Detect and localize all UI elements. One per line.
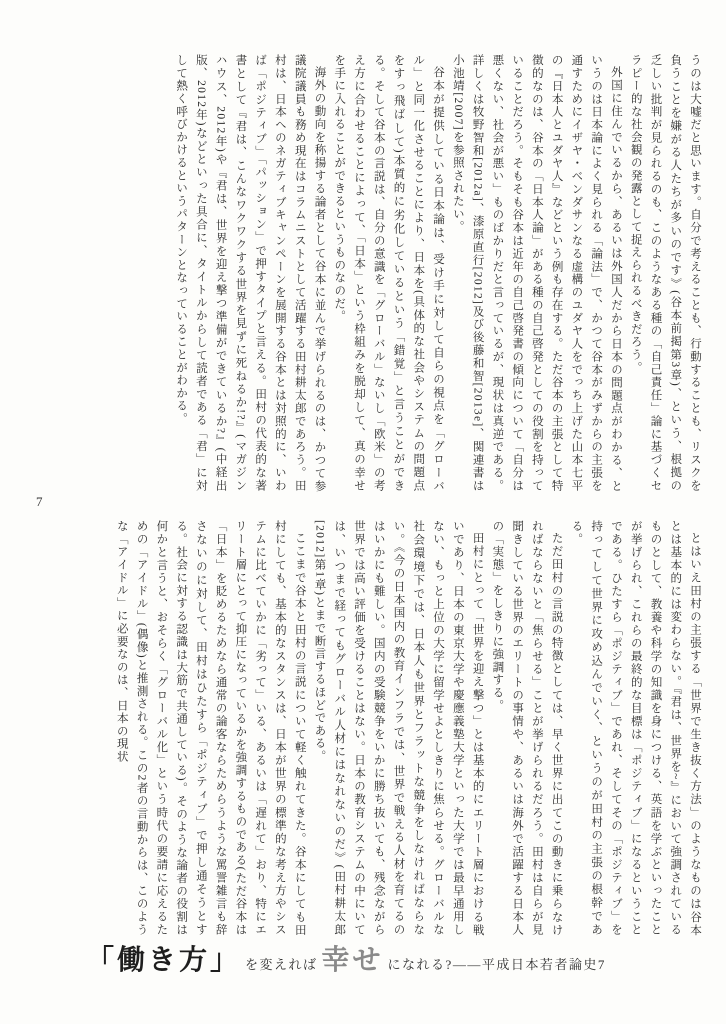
bottom-text-block	[111, 520, 704, 936]
top-text-block	[170, 54, 704, 492]
paragraph: 田村にとって「世界を迎え撃つ」とは基本的にエリート層における戦いであり、日本の東京大学や慶應義塾大学といった大学では最早通用しない、もっと上位の大学に留学せよとしきりに焦らせる。グローバルな社会環境下では、日本人も世界とフラットな競争をしなければならない。《今の日本国内の教育インフラでは、世界で戦える人材を育てるのはいかにも難しい。国内の受験競争をいかに勝ち抜いても、残念ながら世界では高い評価を受けることはない。日本の教育システムの中にいては、いつまで経ってもグローバル人材にはなれないのだ》(田村耕太郎[2012]第1章)とまで断言するほどである。	[313, 520, 484, 936]
page-number: 7	[36, 494, 43, 509]
footer-title-sub2: になれる?——平成日本若者論史7	[387, 956, 606, 972]
footer-running-title	[86, 938, 610, 978]
paragraph: とはいえ田村の主張する「世界で生き抜く方法」のようなものは谷本とは基本的には変わらない。『君は、世界を~』において強調されているものとして、教養や科学の知識を身につける、英語を学ぶといったことが挙げられ、これらの最終的な目標は「ポジティブ」になるということである。ひたすら「ポジティブ」であれ、そしてその「ポジティブ」を持ってして世界に攻め込んでいく、というのが田村の主張の根幹である。	[570, 520, 701, 936]
footer-title-accent: 幸せ	[321, 945, 384, 976]
paragraph: 谷本が提供している日本論は、受け手に対して自らの視点を「グローバル」と同一化させることにより、日本を(具体的な社会やシステムの問題点をすっ飛ばして)本質的に劣化しているという「錯覚」と言うことができる。そして谷本の言説は、自分の意識を「グローバル」ないし「欧米」の考え方に合わせることによって、「日本」という枠組みを脱却して、真の幸せを手に入れることができるというものなのだ。	[333, 54, 445, 492]
footer-title-sub1: を変えれば	[245, 956, 318, 972]
paragraph: ここまで谷本と田村の言説について軽く触れてきた。谷本にしても田村にしても、基本的なスタンスは、日本が世界の標準的な考え方やシステムに比べていかに「劣って」いる、あるいは「遅れて」おり、特にエリート層にとって抑圧になっているかを強調するものである(ただ谷本は「日本」を貶めるためなら通常の論客ならためらうような罵詈雑言も辞さないのに対して、田村はひたすら「ポジティブ」で押し通そうとする。社会に対する認識は大筋で共通している)。そのような論者の役割は何かと言うと、おそらく「グローバル化」という時代の要請に応えるための「アイドル」(偶像)と推測される。この2者の言動からは、このような「アイドル」に必要なのは、日本の現状	[115, 520, 306, 936]
paragraph: ただ田村の言説の特徴としては、早く世界に出てこの動きに乗らなければならないと「焦らせる」ことが挙げられるだろう。田村は自らが見聞きしている世界のエリートの事情や、あるいは海外で活躍する日本人の「実態」をしきりに強調する。	[491, 520, 563, 936]
footer-title-main: 「働き方」	[86, 945, 242, 976]
paragraph: 外国に住んでいるから、あるいは外国人だから日本の問題点がわかる、というのは日本論によく見られる「論法」で、かつて谷本がみずからの主張を通すためにイザヤ・ベンダサンなる虚構のユダヤ人をでっち上げた山本七平の『日本人とユダヤ人』などという例も存在する。ただ谷本の主張として特徴的なのは、谷本の「日本人論」がある種の自己啓発としての役割を持っていることだろう。そもそも谷本は近年の自己啓発書の傾向について「自分は悪くない、社会が悪い」ものばかりだと言っているが、現状は真逆である。詳しくは牧野智和[2012a]、漆原直行[2012]及び後藤和智[2013e]、関連書は小池靖[2007]を参照されたい。	[451, 54, 622, 492]
paragraph: うのは大嘘だと思います。自分で考えることも、行動することも、リスクを負うことを嫌がる人たちが多いのです》(谷本前掲第3章)、という、根拠の乏しい批判が見られるのも、このようなある種の「自己責任」論に基づくセラピー的な社会観の発露として捉えられるべきだろう。	[629, 54, 701, 492]
paragraph: 海外の動向を称揚する論者として谷本に並んで挙げられるのは、かつて参議院議員も務め現在はコラムニストとして活躍する田村耕太郎であろう。田村は、日本へのネガティブキャンペーンを展開する谷本とは対照的に、いわば「ポジティブ」「パッション」で押すタイプと言える。田村の代表的な著書として『君は、こんなワクワクする世界を見ずに死ねるか!?』(マガジンハウス、2012年)や『君は、世界を迎え撃つ準備ができているか?』(中経出版、2012年)などといった具合に、タイトルからして読者である「君」に対して熱く呼びかけるというパターンとなっていることがわかる。	[175, 54, 326, 492]
